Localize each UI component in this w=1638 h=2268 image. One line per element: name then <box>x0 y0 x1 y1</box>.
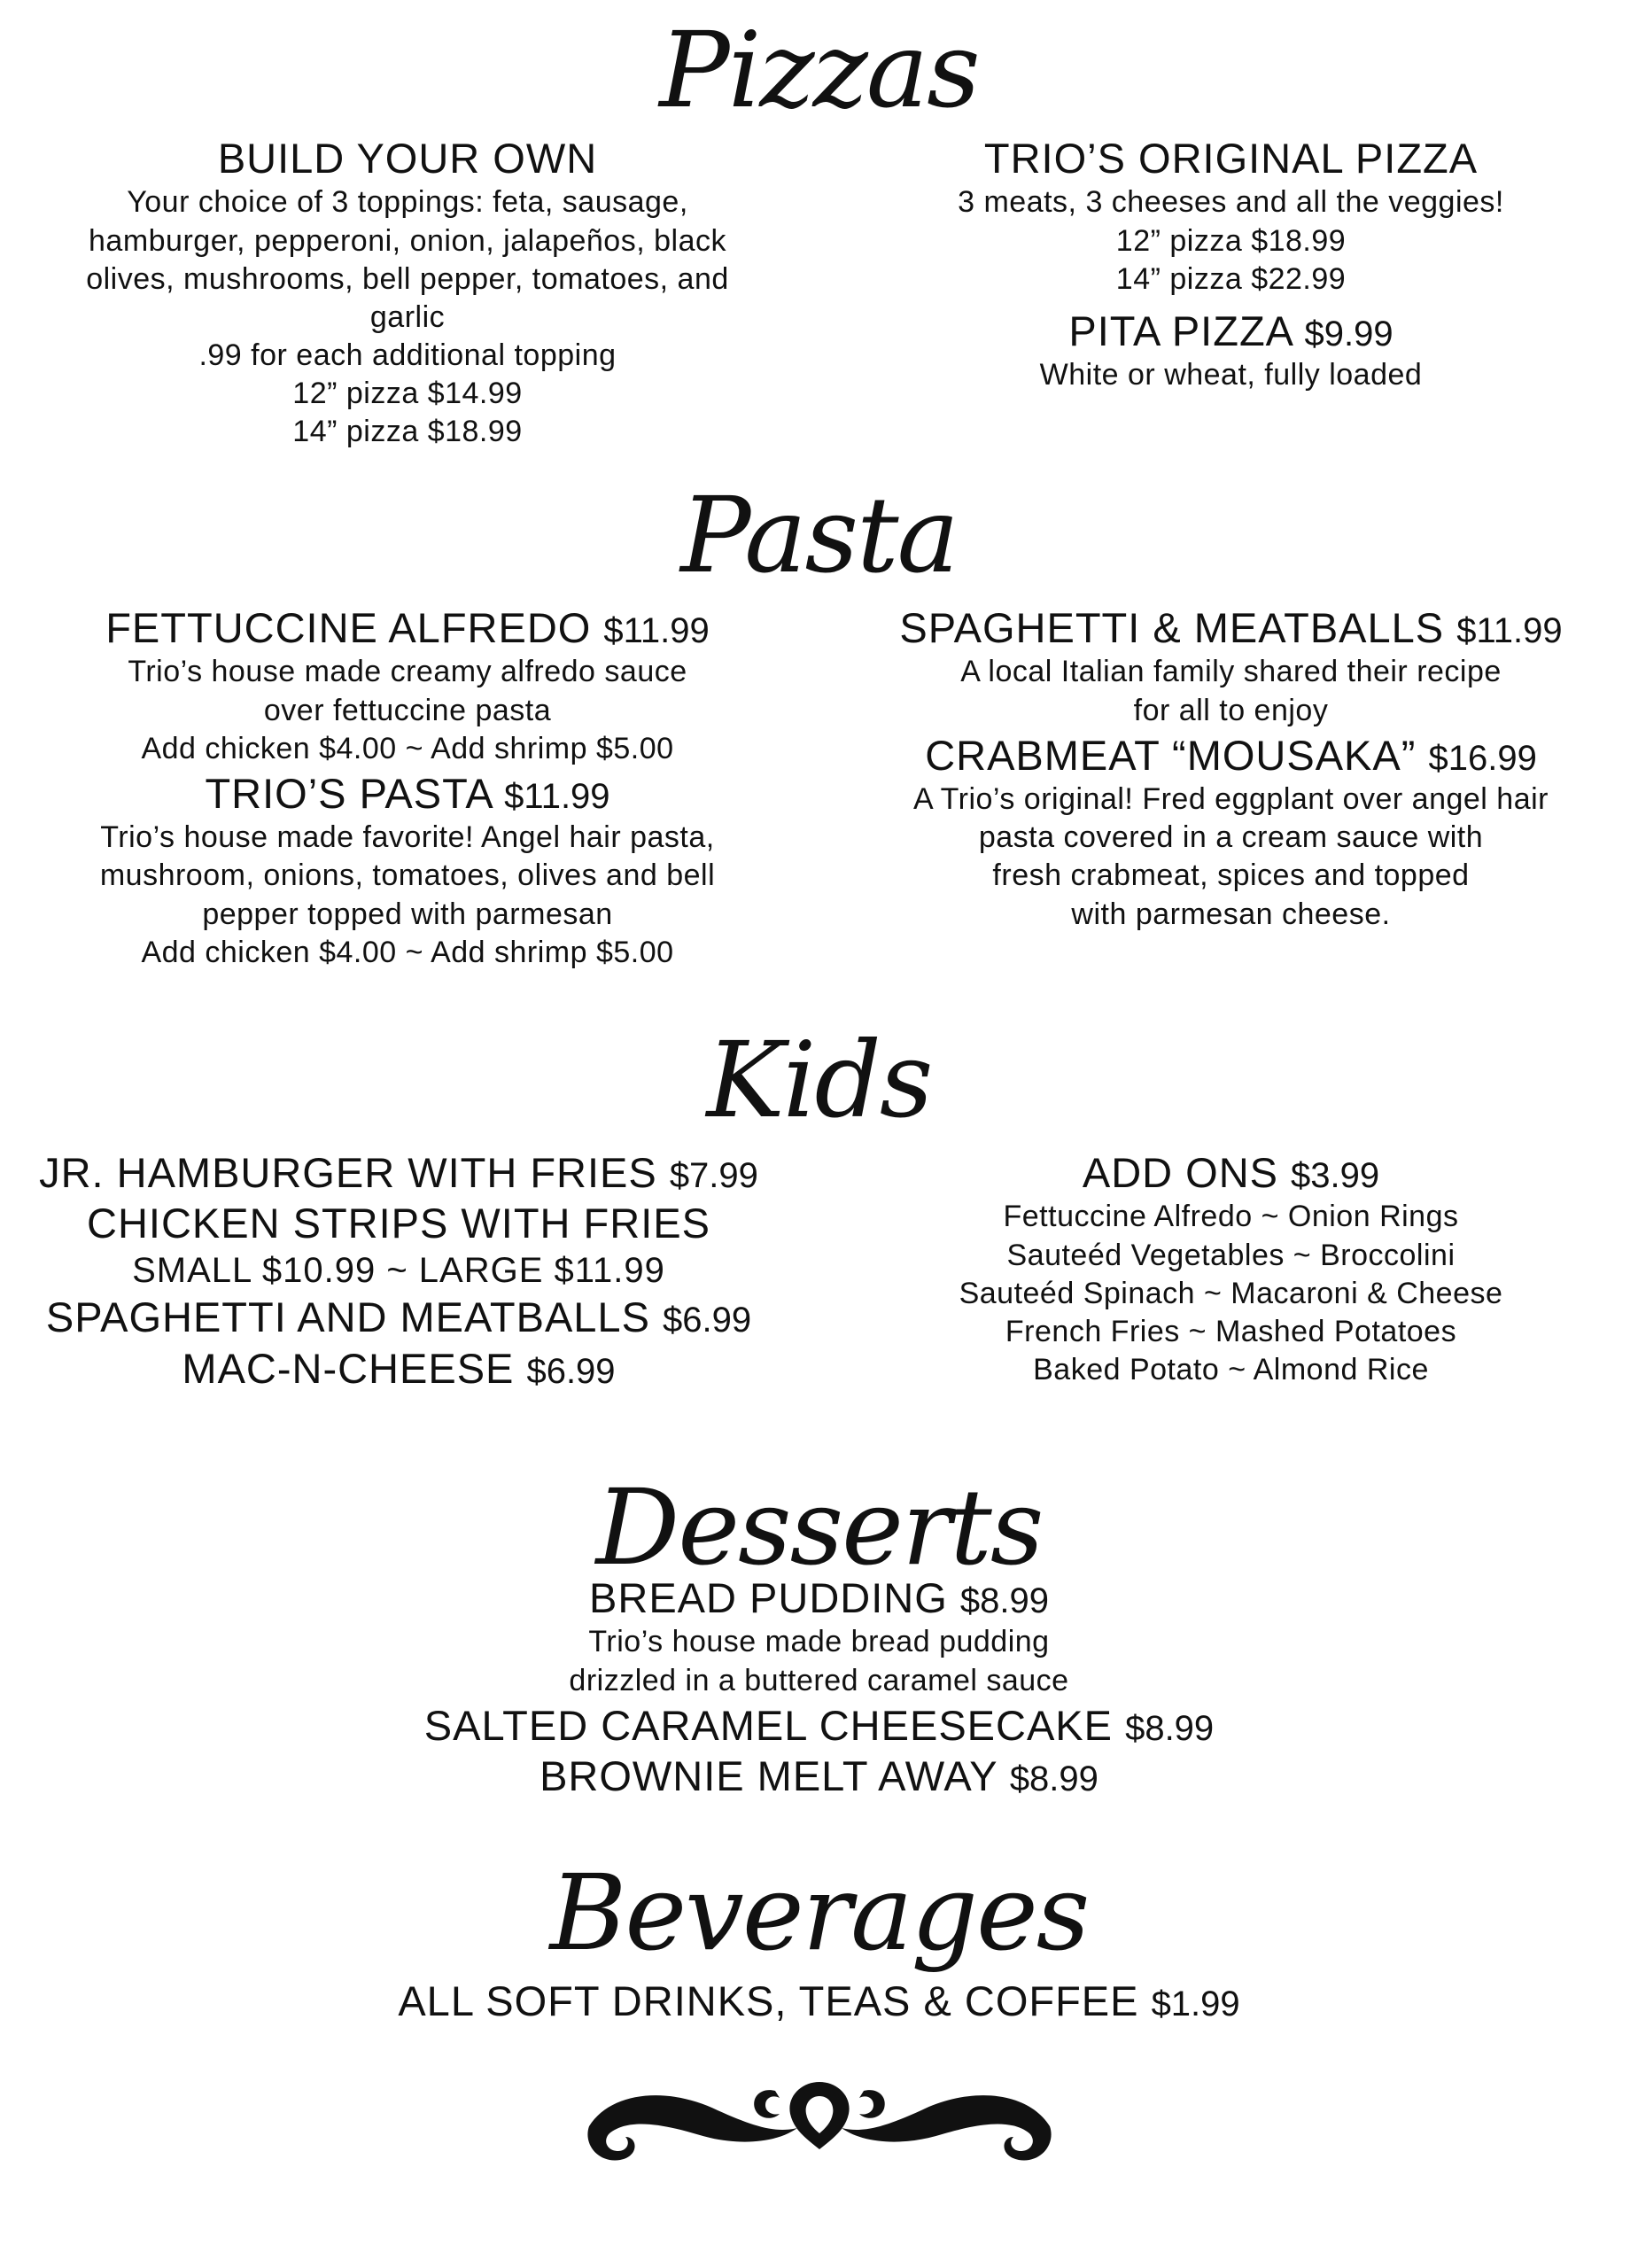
pasta-left-column <box>0 602 815 972</box>
item-price: $11.99 <box>1456 611 1563 650</box>
pasta-right-column <box>824 602 1638 934</box>
item-desc: pasta covered in a cream sauce with <box>978 820 1484 855</box>
item-desc: Add chicken $4.00 ~ Add shrimp $5.00 <box>141 935 674 969</box>
dessert-item <box>0 1751 1638 1801</box>
trios-pasta-title <box>0 768 815 819</box>
crabmeat-title <box>824 730 1638 781</box>
kids-item <box>0 1147 797 1198</box>
item-desc: Your choice of 3 toppings: feta, sausage, <box>127 185 688 220</box>
spaghetti-meatballs-title <box>824 602 1638 653</box>
item-desc: Sauteéd Spinach ~ Macaroni & Cheese <box>959 1276 1503 1310</box>
item-desc: Trio’s house made creamy alfredo sauce <box>128 655 687 689</box>
item-name: SPAGHETTI & MEATBALLS <box>899 604 1445 651</box>
item-price: $8.99 <box>1009 1759 1098 1798</box>
item-price: $16.99 <box>1428 738 1537 778</box>
item-desc: olives, mushrooms, bell pepper, tomatoes, and <box>86 261 729 296</box>
kids-item-sizes <box>0 1249 797 1293</box>
item-desc: Trio’s house made favorite! Angel hair pasta, <box>100 820 715 855</box>
item-desc: hamburger, pepperoni, onion, jalapeños, black <box>89 223 726 258</box>
item-desc: pepper topped with parmesan <box>202 897 613 931</box>
item-desc: 14” pizza $22.99 <box>1115 261 1347 296</box>
item-price: $3.99 <box>1291 1156 1380 1195</box>
item-name: JR. HAMBURGER WITH FRIES <box>39 1149 657 1196</box>
item-name: SPAGHETTI AND MEATBALLS <box>45 1293 650 1341</box>
item-name: FETTUCCINE ALFREDO <box>105 604 592 651</box>
item-price: $6.99 <box>663 1301 752 1340</box>
item-name: SMALL $10.99 ~ LARGE $11.99 <box>132 1250 665 1290</box>
item-price: $11.99 <box>603 611 710 650</box>
section-heading-kids: Kids <box>706 1019 932 1141</box>
item-desc: French Fries ~ Mashed Potatoes <box>1005 1314 1457 1348</box>
item-desc: 12” pizza $18.99 <box>1115 223 1347 258</box>
item-price: $11.99 <box>504 776 610 816</box>
item-desc: over fettuccine pasta <box>263 693 552 727</box>
item-desc: Sauteéd Vegetables ~ Broccolini <box>1006 1238 1456 1272</box>
trios-original-pizza-block <box>824 133 1638 394</box>
item-desc: with parmesan cheese. <box>1071 897 1391 931</box>
add-ons-column <box>824 1147 1638 1389</box>
beverage-item <box>0 1976 1638 2026</box>
beverages-column <box>0 1976 1638 2026</box>
item-name: TRIO’S ORIGINAL PIZZA <box>983 135 1479 182</box>
bread-pudding-title <box>0 1573 1638 1623</box>
section-heading-pizzas: Pizzas <box>659 9 979 131</box>
item-desc: fresh crabmeat, spices and topped <box>992 858 1470 893</box>
item-desc: Baked Potato ~ Almond Rice <box>1033 1353 1429 1387</box>
pita-pizza-title <box>824 306 1638 356</box>
item-name: BROWNIE MELT AWAY <box>540 1752 998 1799</box>
item-name: CHICKEN STRIPS WITH FRIES <box>87 1200 710 1247</box>
build-your-own-block <box>0 133 815 452</box>
section-heading-pasta: Pasta <box>680 474 958 596</box>
item-price: $1.99 <box>1151 1984 1240 2023</box>
item-name: ADD ONS <box>1082 1149 1278 1196</box>
item-desc: A Trio’s original! Fred eggplant over angel hair <box>913 782 1549 816</box>
item-desc: A local Italian family shared their recipe <box>960 655 1502 689</box>
item-desc: Add chicken $4.00 ~ Add shrimp $5.00 <box>141 731 674 765</box>
item-desc: 3 meats, 3 cheeses and all the veggies! <box>958 185 1504 220</box>
add-ons-title <box>824 1147 1638 1198</box>
item-name: BUILD YOUR OWN <box>217 135 598 182</box>
kids-item <box>0 1292 797 1342</box>
item-desc: White or wheat, fully loaded <box>1039 358 1423 392</box>
item-name: CRABMEAT “MOUSAKA” <box>925 731 1417 779</box>
item-price: $8.99 <box>959 1581 1049 1620</box>
item-price: $9.99 <box>1304 314 1393 353</box>
item-name: BREAD PUDDING <box>589 1574 948 1621</box>
item-name: SALTED CARAMEL CHEESECAKE <box>423 1701 1114 1749</box>
item-price: $8.99 <box>1125 1708 1215 1748</box>
section-heading-desserts: Desserts <box>595 1466 1043 1588</box>
item-desc: garlic <box>369 299 446 334</box>
item-price: $7.99 <box>669 1156 758 1195</box>
dessert-item <box>0 1700 1638 1751</box>
item-name: ALL SOFT DRINKS, TEAS & COFFEE <box>398 1977 1139 2024</box>
item-desc: 14” pizza $18.99 <box>292 415 523 449</box>
desserts-column <box>0 1573 1638 1801</box>
item-desc: 12” pizza $14.99 <box>292 377 523 411</box>
item-price: $6.99 <box>526 1351 616 1391</box>
item-desc: for all to enjoy <box>1133 693 1329 727</box>
kids-items-column <box>0 1147 797 1394</box>
item-desc: mushroom, onions, tomatoes, olives and bell <box>99 858 716 893</box>
item-desc: Fettuccine Alfredo ~ Onion Rings <box>1003 1200 1459 1234</box>
item-name: MAC-N-CHEESE <box>182 1344 515 1392</box>
item-desc: drizzled in a buttered caramel sauce <box>569 1663 1069 1697</box>
section-heading-beverages: Beverages <box>549 1852 1089 1974</box>
kids-item <box>0 1343 797 1394</box>
fettuccine-title <box>0 602 815 653</box>
scroll-flourish-icon <box>585 2064 1054 2171</box>
item-name: TRIO’S PASTA <box>205 769 493 817</box>
item-desc: .99 for each additional topping <box>198 338 617 373</box>
item-desc: Trio’s house made bread pudding <box>588 1625 1050 1659</box>
kids-item <box>0 1198 797 1248</box>
item-name: PITA PIZZA <box>1068 307 1293 354</box>
